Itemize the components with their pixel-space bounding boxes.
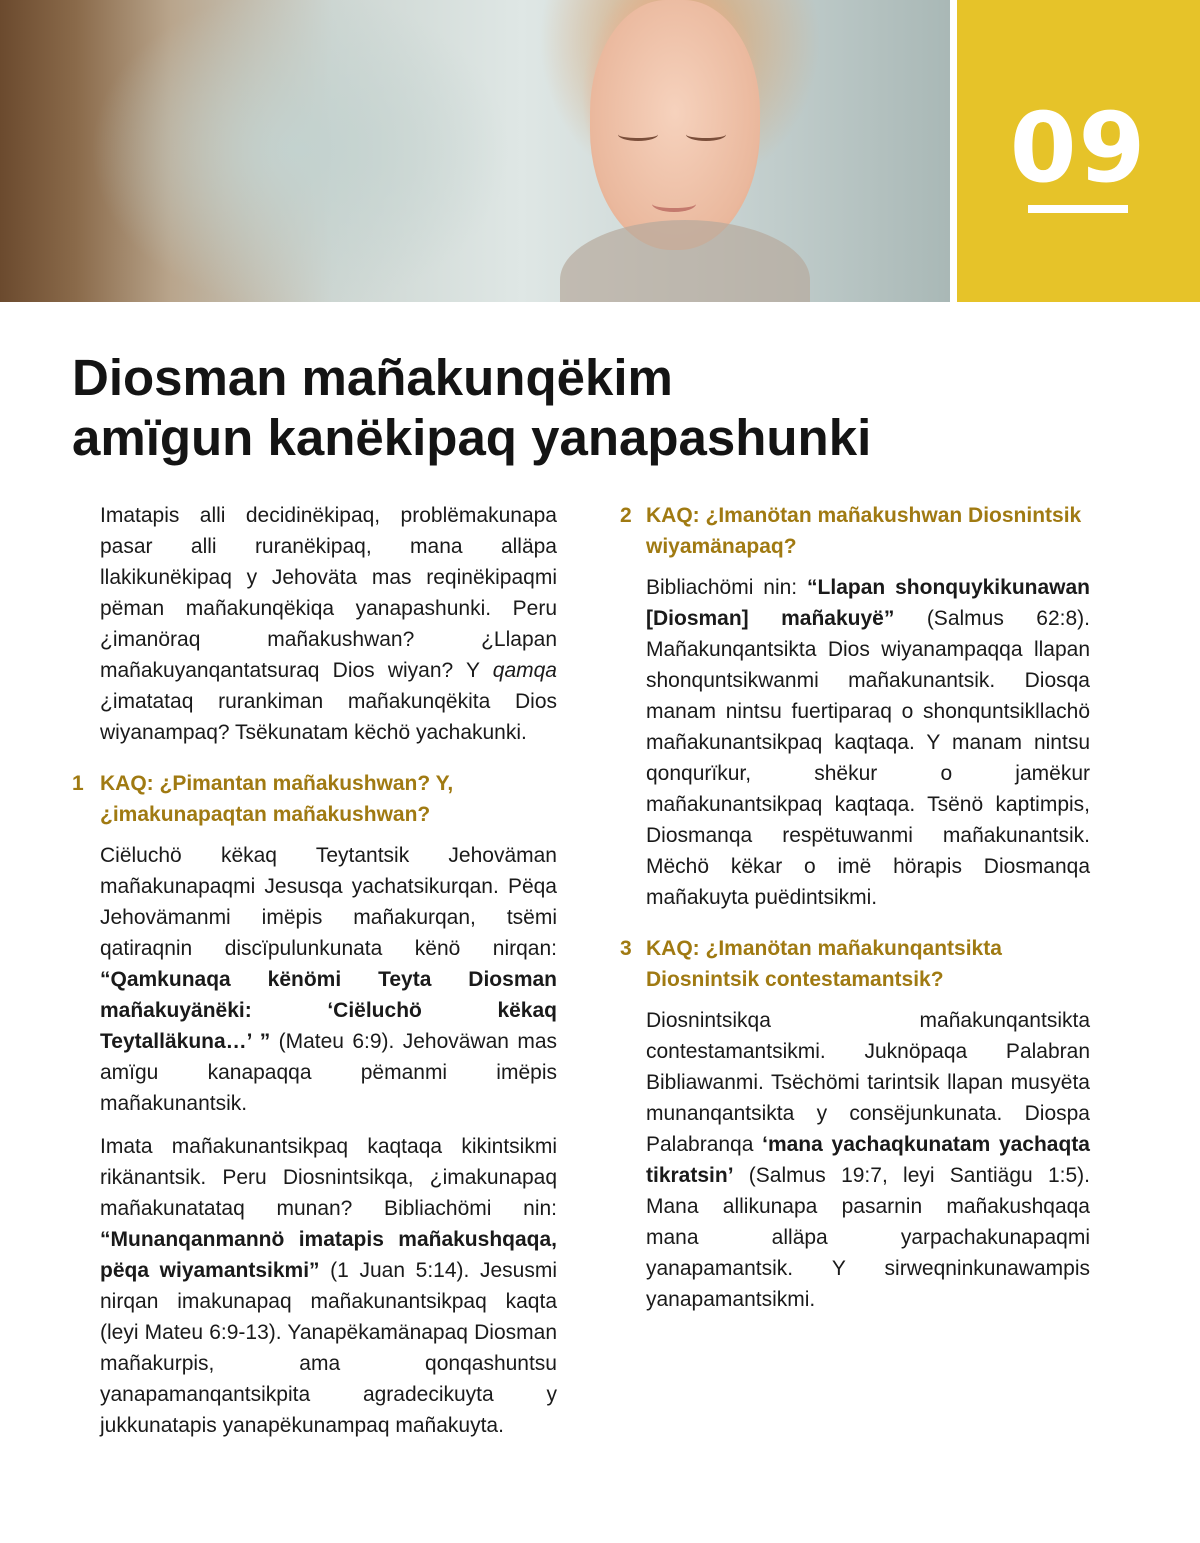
text: (1 Juan 5:14). Jesusmi nirqan imakunapaq mañakunantsikpaq kaqta (leyi Mateu 6:9-13). Yanapëkamänapaq Diosman mañakurpis, ama qonqashuntsu yanapamanqantsikpita agradecikuyta y jukkunatapis yanapëkunampaq mañakuyta. <box>100 1259 557 1437</box>
section-2-heading <box>620 500 1090 562</box>
text: Diosnintsikqa mañakunqantsikta contestamantsikmi. Juknöpaqa Palabran Bibliawanmi. Tsëchömi tarintsik llapan musyëta munanqantsikta y consëjunkunata. Diospa Palabranqa <box>646 1009 1090 1156</box>
section-1-paragraph-1 <box>100 840 557 1119</box>
bold-quote: ‘mana yachaqkunatam yachaqta tikratsin’ <box>646 1133 1090 1187</box>
intro-text-end: ¿imatataq rurankiman mañakunqëkita Dios wiyanampaq? Tsëkunatam këchö yachakunki. <box>100 690 557 744</box>
section-1-question: KAQ: ¿Pimantan mañakushwan? Y, ¿imakunapaqtan mañakushwan? <box>100 772 454 826</box>
section-2-number: 2 <box>620 504 632 527</box>
section-1-paragraph-2 <box>100 1131 557 1441</box>
left-column <box>72 500 557 1453</box>
bold-quote: “Munanqanmannö imatapis mañakushqaqa, pëqa wiyamantsikmi” <box>100 1228 557 1282</box>
closed-eye-right <box>686 128 726 141</box>
chapter-number: 09 <box>1009 92 1148 204</box>
text: (Mateu 6:9). Jehoväwan mas amïgu kanapaqqa pëmanmi imëpis mañakunantsik. <box>100 1030 557 1115</box>
right-column <box>620 500 1090 1327</box>
chapter-badge <box>957 0 1200 302</box>
text: Imata mañakunantsikpaq kaqtaqa kikintsikmi rikänantsik. Peru Diosnintsikqa, ¿imakunapaq mañakunatataq munan? Bibliachömi nin: <box>100 1135 557 1220</box>
woman-face-image <box>590 0 760 250</box>
section-1-number: 1 <box>72 772 84 795</box>
smile <box>652 196 696 212</box>
section-3-paragraph <box>646 1005 1090 1315</box>
closed-eye-left <box>618 128 658 141</box>
section-3-heading <box>620 933 1090 995</box>
text: (Salmus 62:8). Mañakunqantsikta Dios wiyanampaqqa llapan shonquntsikwanmi mañakunantsik. Diosqa manam nintsu fuertiparaq o shonquntsikllachö mañakunantsikpaq kaqtaqa. Y manam nintsu qonqurïkur, shëkur o jamëkur mañakunantsikpaq kaqtaqa. Tsënö kaptimpis, Diosmanqa respëtuwanmi mañakunantsik. Mëchö këkar o imë hörapis Diosmanqa mañakuyta puëdintsikmi. <box>646 607 1090 909</box>
bold-quote: “Qamkunaqa kënömi Teyta Diosman mañakuyänëki: ‘Ciëluchö këkaq Teytalläkuna…’ ” <box>100 968 557 1053</box>
header-photo <box>0 0 950 302</box>
intro-emphasis: qamqa <box>492 659 557 682</box>
intro-paragraph <box>100 500 557 748</box>
title-line-1: Diosman mañakunqëkim <box>72 349 673 406</box>
title-line-2: amïgun kanëkipaq yanapashunki <box>72 409 872 466</box>
section-1-heading <box>72 768 557 830</box>
bold-quote: “Llapan shonquykikunawan [Diosman] mañakuyë” <box>646 576 1090 630</box>
text: (Salmus 19:7, leyi Santiägu 1:5). Mana allikunapa pasarnin mañakushqaqa mana alläpa yarpachakunapaqmi yanapamantsik. Y sirweqninkunawampis yanapamantsikmi. <box>646 1164 1090 1311</box>
page-title <box>72 348 952 468</box>
section-3-question: KAQ: ¿Imanötan mañakunqantsikta Diosnintsik contestamantsik? <box>646 937 1002 991</box>
text: Bibliachömi nin: <box>646 576 808 599</box>
section-3-number: 3 <box>620 937 632 960</box>
section-2-question: KAQ: ¿Imanötan mañakushwan Diosnintsik wiyamänapaq? <box>646 504 1082 558</box>
text: Ciëluchö këkaq Teytantsik Jehoväman mañakunapaqmi Jesusqa yachatsikurqan. Pëqa Jehovämanmi imëpis mañakurqan, tsëmi qatiraqnin discïpulunkunata kënö nirqan: <box>100 844 557 960</box>
section-2-paragraph <box>646 572 1090 913</box>
intro-text: Imatapis alli decidinëkipaq, problëmakunapa pasar alli ruranëkipaq, mana alläpa llakikunëkipaq y Jehoväta mas reqinëkipaqmi pëman mañakunqëkiqa yanapashunki. Peru ¿imanöraq mañakushwan? ¿Llapan mañakuyanqantatsuraq Dios wiyan? Y <box>100 504 557 682</box>
chapter-underline <box>1028 205 1128 213</box>
